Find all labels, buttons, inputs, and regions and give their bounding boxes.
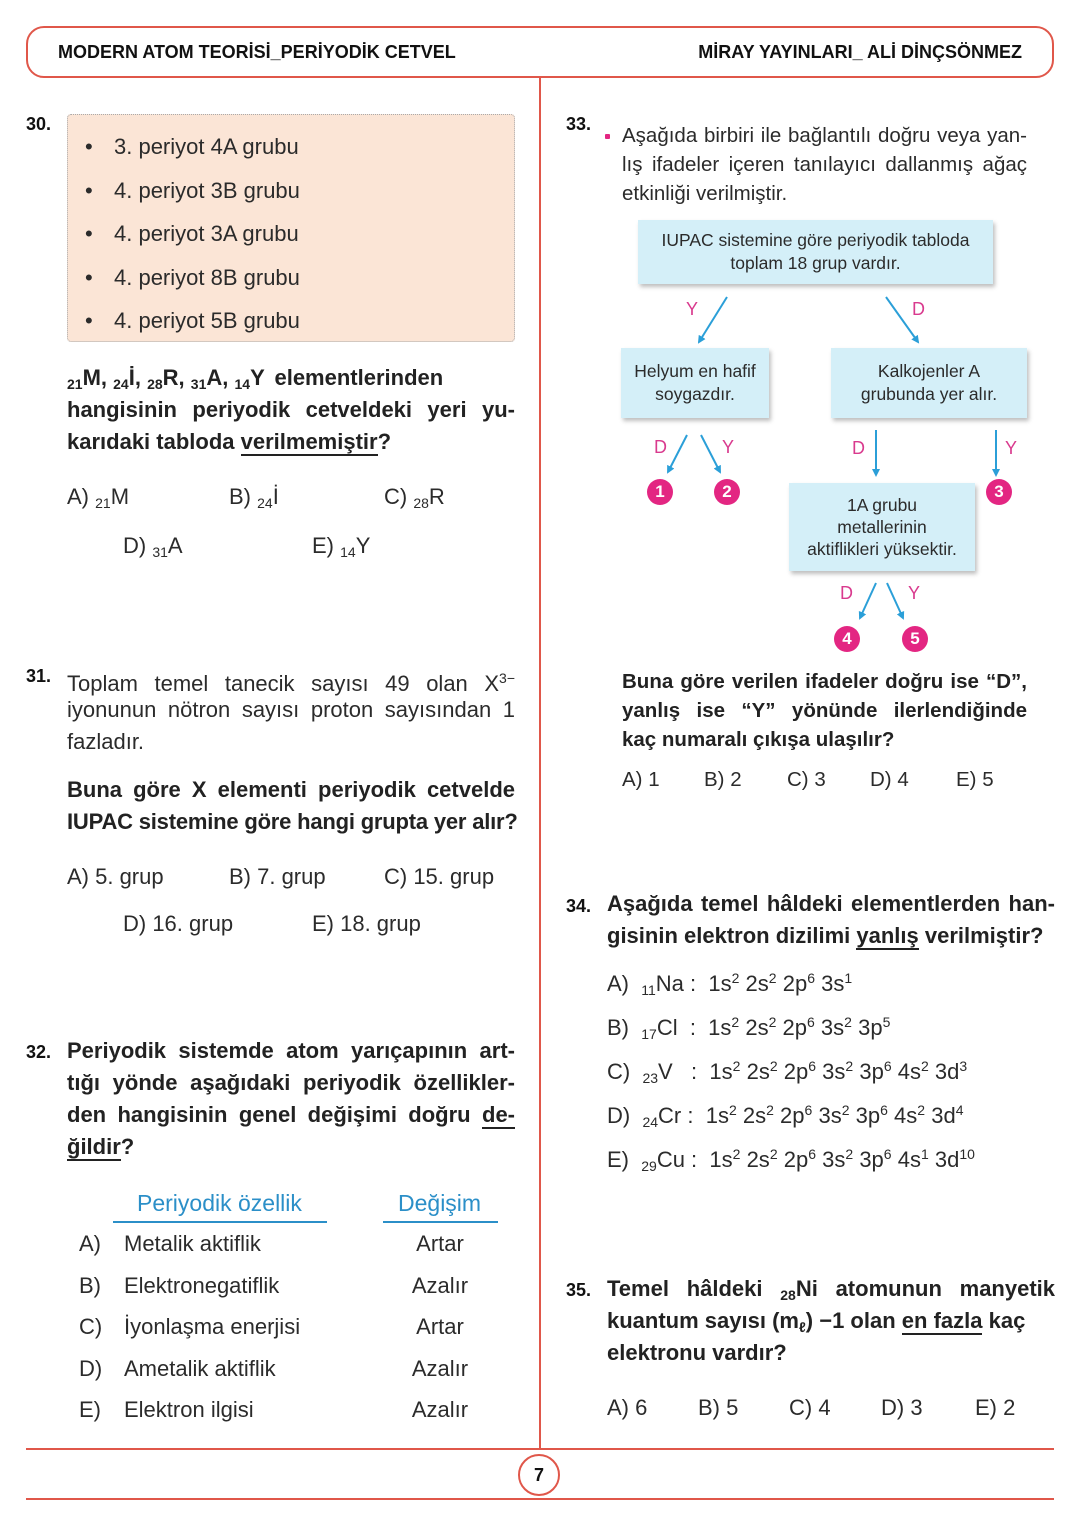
q33-label-d: D [852, 438, 865, 458]
q33-option-b[interactable]: B) 2 [704, 768, 742, 791]
q30-option-d[interactable]: D) $_{31}$A [123, 533, 183, 560]
q30-info-box [67, 114, 515, 342]
q33-label-y: Y [1005, 438, 1018, 458]
q33-arrow-left-y [701, 435, 720, 472]
q33-node-bottom: 1A grubu metallerinin aktiflikleri yüksektir. [789, 483, 975, 571]
q30-item: • 4. periyot 3B grubu [68, 169, 514, 213]
q33-output-5: 5 [902, 626, 928, 652]
q35-number: 35. [566, 1280, 592, 1300]
q33-bullet [605, 134, 610, 139]
q30-item: • 3. periyot 4A grubu [68, 125, 514, 169]
q34-line1: Aşağıda temel hâldeki elementlerden han- [607, 891, 1055, 916]
q33-node-left: Helyum en hafif soygazdır. [621, 348, 769, 418]
q33-label-d: D [654, 437, 667, 457]
q35-option-b[interactable]: B) 5 [698, 1395, 739, 1420]
q31-question-line2: IUPAC sistemine göre hangi grupta yer alır? [67, 809, 518, 834]
q35-line1: Temel hâldeki $_{28}$Ni atomunun manyetik [607, 1276, 1056, 1303]
q35-option-a[interactable]: A) 6 [607, 1395, 648, 1420]
q32-option-b[interactable]: B) Elektronegatiflik Azalır [79, 1273, 469, 1298]
q34-option-c[interactable]: C) $_{23}$V : $1s^2$ $2s^2$ $2p^6$ $3s^2$ $3p^6$ $4s^2$ $3d^3$ [607, 1058, 968, 1086]
q31-option-c[interactable]: C) 15. grup [384, 864, 495, 889]
q34-option-a[interactable]: A) $_{11}$Na : $1s^2$ $2s^2$ $2p^6$ $3s^1$ [607, 970, 853, 998]
q32-option-e[interactable]: E) Elektron ilgisi Azalır [79, 1397, 469, 1422]
q33-label-y: Y [686, 299, 699, 319]
q31-option-b[interactable]: B) 7. grup [229, 864, 326, 889]
q33-option-a[interactable]: A) 1 [622, 768, 660, 791]
q31-option-e[interactable]: E) 18. grup [312, 911, 421, 936]
q35-option-c[interactable]: C) 4 [789, 1395, 831, 1420]
q33-label-y: Y [722, 437, 735, 457]
column-divider [539, 78, 541, 1448]
q33-option-c[interactable]: C) 3 [787, 768, 826, 791]
q32-line3: den hangisinin genel değişimi doğru de- [67, 1102, 515, 1127]
header-title: MODERN ATOM TEORİSİ_PERİYODİK CETVEL [58, 41, 456, 62]
q32-col-property: Periyodik özellik [137, 1190, 302, 1216]
q33-output-1: 1 [647, 479, 673, 505]
q32-number: 32. [26, 1042, 52, 1062]
q32-col-property-underline [113, 1221, 327, 1223]
q33-label-d: D [912, 299, 925, 319]
q33-option-e[interactable]: E) 5 [956, 768, 994, 791]
q33-number: 33. [566, 114, 592, 134]
q33-arrow-bottom-d [860, 583, 876, 618]
q34-line2: gisinin elektron dizilimi yanlış verilmiştir? [607, 923, 1044, 948]
q33-question-line1: Buna göre verilen ifadeler doğru ise “D”, [622, 670, 1027, 693]
q33-intro-line1: Aşağıda birbiri ile bağlantılı doğru veya yan- [622, 124, 1027, 147]
q30-option-a[interactable]: A) $_{21}$M [67, 484, 130, 511]
q31-line1: Toplam temel tanecik sayısı 49 olan $X^{3-}$ [67, 670, 515, 696]
q31-question-line1: Buna göre X elementi periyodik cetvelde [67, 777, 515, 802]
q31-option-d[interactable]: D) 16. grup [123, 911, 234, 936]
q30-option-c[interactable]: C) $_{28}$R [384, 484, 445, 511]
footer-rule [26, 1448, 1054, 1450]
q31-line2: iyonunun nötron sayısı proton sayısından 1 [67, 697, 515, 722]
q32-line4: ğildir? [67, 1134, 135, 1159]
q33-output-4: 4 [834, 626, 860, 652]
q30-item: • 4. periyot 5B grubu [68, 299, 514, 343]
q31-option-a[interactable]: A) 5. grup [67, 864, 164, 889]
q33-node-root: IUPAC sistemine göre periyodik tabloda toplam 18 grup vardır. [638, 220, 993, 284]
q33-output-2: 2 [714, 479, 740, 505]
q33-output-3: 3 [986, 479, 1012, 505]
q33-intro-line3: etkinliği verilmiştir. [622, 182, 788, 205]
q30-item: • 4. periyot 3A grubu [68, 212, 514, 256]
q33-question-line3: kaç numaralı çıkışa ulaşılır? [622, 728, 895, 751]
q30-stem-line1: $_{21}$M, $_{24}$İ, $_{28}$R, $_{31}$A, $_{14}$Y elementlerinden [67, 365, 444, 392]
q35-line2: kuantum sayısı $(m_\ell) -1$ olan en fazla kaç [607, 1308, 1026, 1335]
q32-col-change: Değişim [398, 1190, 482, 1216]
q31-line3: fazladır. [67, 729, 145, 754]
q32-option-d[interactable]: D) Ametalik aktiflik Azalır [79, 1356, 469, 1381]
q33-arrow-bottom-y [887, 583, 903, 618]
q33-node-right: Kalkojenler A grubunda yer alır. [831, 348, 1027, 418]
q32-line1: Periyodik sistemde atom yarıçapının art- [67, 1038, 515, 1063]
q33-option-d[interactable]: D) 4 [870, 768, 909, 791]
q33-label-y: Y [908, 583, 921, 603]
q30-stem-line2: hangisinin periyodik cetveldeki yeri yu- [67, 397, 515, 422]
q33-label-d: D [840, 583, 853, 603]
q30-stem-line3: karıdaki tabloda verilmemiştir? [67, 429, 392, 454]
q30-number: 30. [26, 114, 52, 134]
q32-line2: tığı yönde aşağıdaki periyodik özellikler- [67, 1070, 515, 1095]
q30-option-b[interactable]: B) $_{24}$İ [229, 484, 279, 511]
q35-line3: elektronu vardır? [607, 1340, 787, 1365]
q34-option-e[interactable]: E) $_{29}$Cu : $1s^2$ $2s^2$ $2p^6$ $3s^2$ $3p^6$ $4s^1$ $3d^{10}$ [607, 1146, 975, 1174]
q33-arrow-left-d [668, 435, 687, 472]
q32-option-c[interactable]: C) İyonlaşma enerjisi Artar [79, 1314, 464, 1339]
q34-number: 34. [566, 896, 592, 916]
q30-item: • 4. periyot 8B grubu [68, 256, 514, 300]
q31-number: 31. [26, 666, 52, 686]
q35-option-d[interactable]: D) 3 [881, 1395, 923, 1420]
q32-option-a[interactable]: A) Metalik aktiflik Artar [79, 1231, 464, 1256]
q30-option-e[interactable]: E) $_{14}$Y [312, 533, 371, 560]
q33-question-line2: yanlış ise “Y” yönünde ilerlendiğinde [622, 699, 1027, 722]
q33-intro-line2: lış ifadeler içeren tanılayıcı dallanmış ağaç [622, 153, 1027, 176]
header-publisher: MİRAY YAYINLARI_ ALİ DİNÇSÖNMEZ [698, 41, 1022, 62]
q33-arrow-root-y [699, 297, 727, 342]
q35-option-e[interactable]: E) 2 [975, 1395, 1016, 1420]
page-number: 7 [518, 1454, 560, 1496]
q34-option-b[interactable]: B) $_{17}$Cl : $1s^2$ $2s^2$ $2p^6$ $3s^2$ $3p^5$ [607, 1014, 891, 1042]
footer-rule-bottom [26, 1498, 1054, 1500]
q32-col-change-underline [383, 1221, 498, 1223]
page-header [26, 26, 1054, 78]
q34-option-d[interactable]: D) $_{24}$Cr : $1s^2$ $2s^2$ $2p^6$ $3s^2$ $3p^6$ $4s^2$ $3d^4$ [607, 1102, 964, 1130]
